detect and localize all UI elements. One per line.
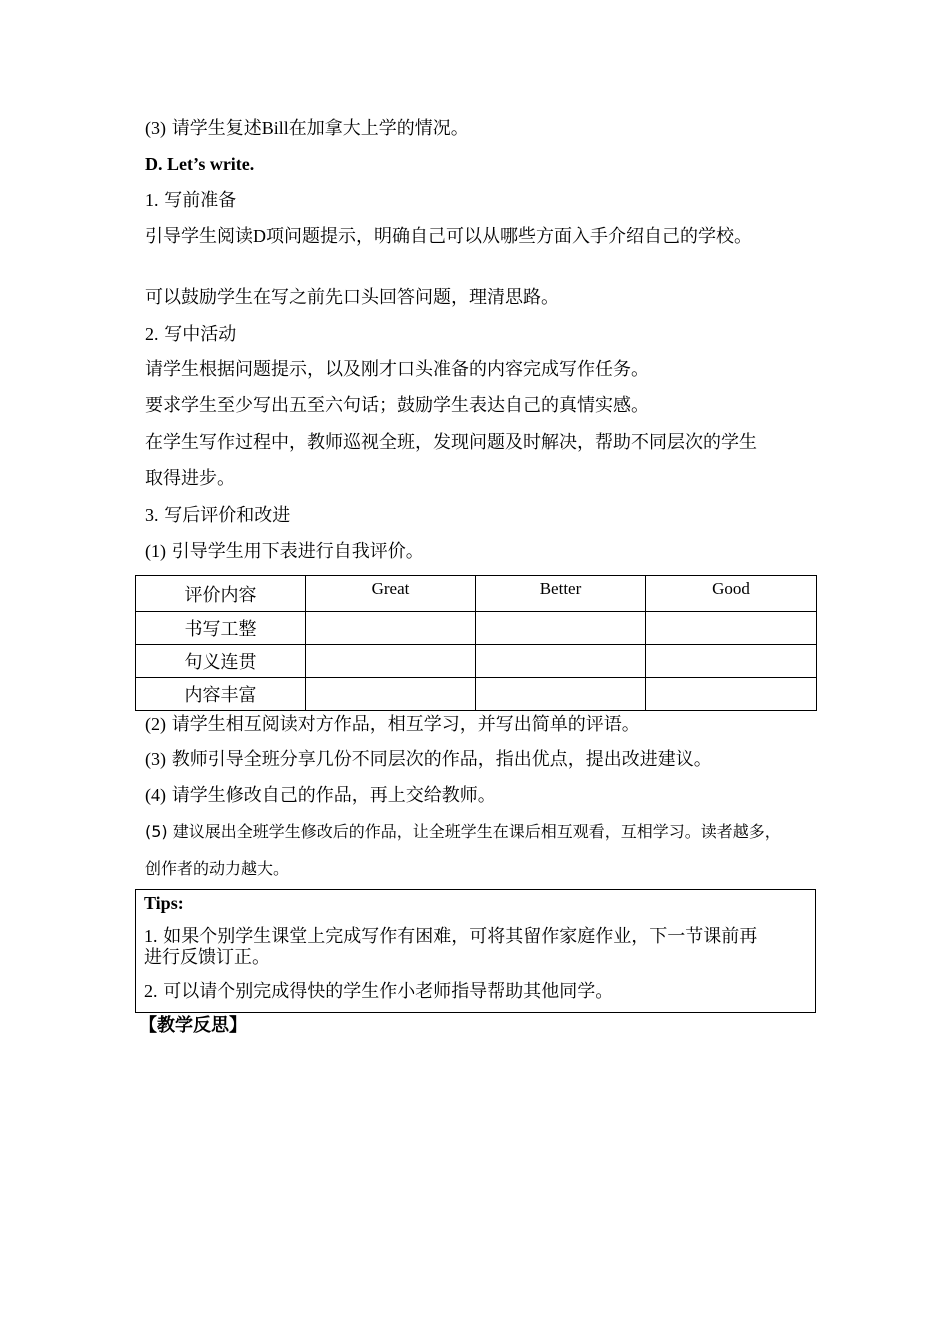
- step-3-title: 3. 写后评价和改进: [145, 505, 291, 526]
- table-cell: [306, 645, 476, 678]
- table-header-cell: Good: [646, 576, 817, 612]
- table-cell: [476, 645, 646, 678]
- table-header-row: [136, 576, 817, 612]
- table-header-cell: 评价内容: [136, 576, 306, 612]
- step-3-item-1: (1) 引导学生用下表进行自我评价。: [145, 541, 424, 562]
- step-3-item-4: (4) 请学生修改自己的作品，再上交给教师。: [145, 785, 496, 806]
- table-header-cell: Great: [306, 576, 476, 612]
- step-2-paragraph-3-line-1: 在学生写作过程中，教师巡视全班，发现问题及时解决，帮助不同层次的学生: [145, 432, 757, 453]
- table-cell: [646, 645, 817, 678]
- step-1-paragraph-2: 可以鼓励学生在写之前先口头回答问题，理清思路。: [145, 287, 559, 308]
- table-row: [136, 678, 817, 711]
- step-1-title: 1. 写前准备: [145, 190, 237, 211]
- table-cell: [476, 612, 646, 645]
- table-header-cell: Better: [476, 576, 646, 612]
- table-row-label: 书写工整: [136, 612, 306, 645]
- tip-1-line-1: 1. 如果个别学生课堂上完成写作有困难，可将其留作家庭作业，下一节课前再: [144, 926, 758, 947]
- section-d-heading: D. Let’s write.: [145, 154, 255, 174]
- table-cell: [476, 678, 646, 711]
- table-cell: [646, 612, 817, 645]
- table-cell: [306, 678, 476, 711]
- step-2-paragraph-1: 请学生根据问题提示，以及刚才口头准备的内容完成写作任务。: [145, 359, 649, 380]
- tip-1-line-2: 进行反馈订正。: [144, 947, 270, 968]
- table-row: [136, 645, 817, 678]
- tips-title: Tips:: [144, 893, 184, 913]
- step-2-paragraph-2: 要求学生至少写出五至六句话；鼓励学生表达自己的真情实感。: [145, 395, 649, 416]
- step-3-item-2: (2) 请学生相互阅读对方作品，相互学习，并写出简单的评语。: [145, 714, 640, 735]
- step-3-retell: (3) 请学生复述Bill在加拿大上学的情况。: [145, 118, 469, 139]
- self-evaluation-table: [135, 575, 817, 711]
- step-3-item-5-line-2: 创作者的动力越大。: [145, 859, 290, 878]
- step-3-item-3: (3) 教师引导全班分享几份不同层次的作品，指出优点，提出改进建议。: [145, 749, 712, 770]
- table-row: [136, 612, 817, 645]
- step-1-paragraph-1: 引导学生阅读D项问题提示，明确自己可以从哪些方面入手介绍自己的学校。: [145, 226, 752, 247]
- table-cell: [646, 678, 817, 711]
- table-row-label: 句义连贯: [136, 645, 306, 678]
- tip-2: 2. 可以请个别完成得快的学生作小老师指导帮助其他同学。: [144, 981, 614, 1002]
- reflection-heading: 【教学反思】: [139, 1015, 247, 1036]
- table-cell: [306, 612, 476, 645]
- step-2-title: 2. 写中活动: [145, 324, 237, 345]
- tips-box: [135, 889, 816, 1013]
- step-2-paragraph-3-line-2: 取得进步。: [145, 468, 235, 489]
- table-row-label: 内容丰富: [136, 678, 306, 711]
- step-3-item-5-line-1: (5) 建议展出全班学生修改后的作品，让全班学生在课后相互观看，互相学习。读者越多，: [145, 822, 781, 841]
